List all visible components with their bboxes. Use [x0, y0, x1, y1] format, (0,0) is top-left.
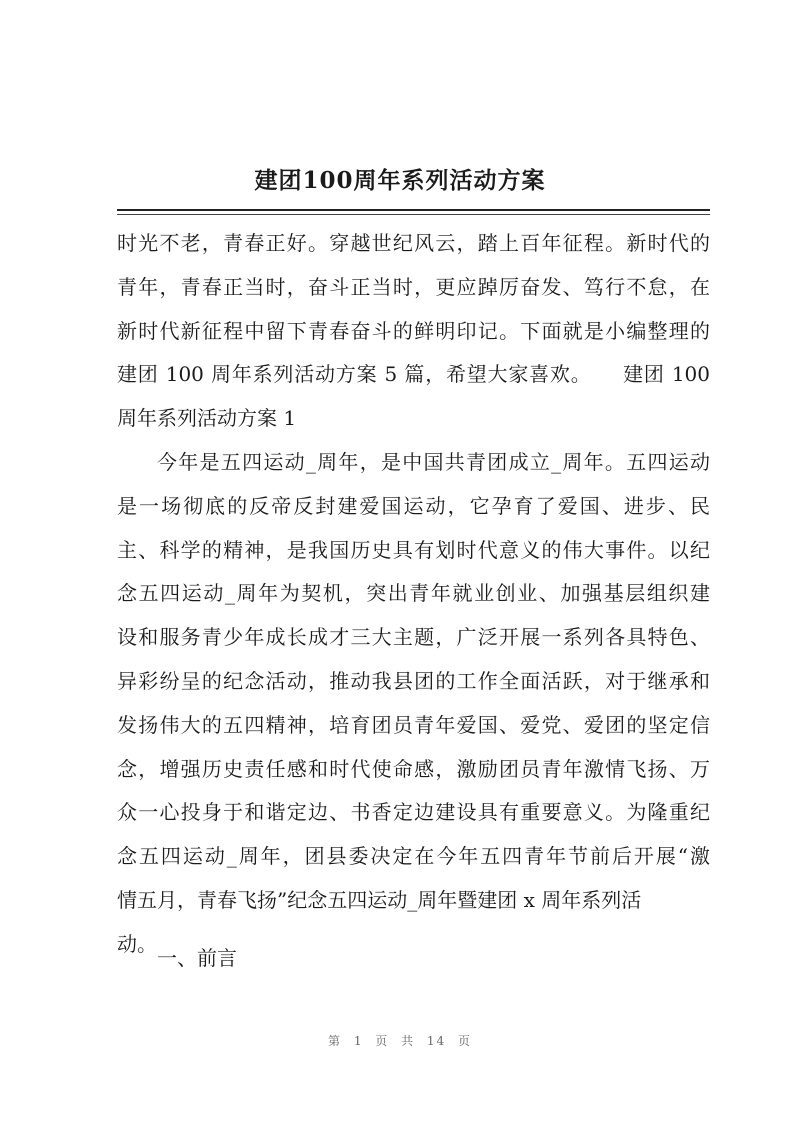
section-heading: 一、前言	[157, 946, 237, 970]
paragraph-line: 发扬伟大的五四精神，培育团员青年爱国、爱党、爱团的坚定信	[117, 712, 710, 737]
title-rule-thick	[117, 209, 710, 211]
intro-line: 时光不老，青春正好。穿越世纪风云，踏上百年征程。新时代的	[117, 231, 710, 255]
paragraph-line: 动。	[117, 931, 157, 956]
paragraph-line: 情五月，青春飞扬”纪念五四运动_周年暨建团 x 周年系列活	[117, 887, 642, 912]
page-footer: 第 1 页 共 14 页	[328, 1034, 472, 1048]
intro-line: 新时代新征程中留下青春奋斗的鲜明印记。下面就是小编整理的	[117, 318, 710, 343]
document-title: 建团100周年系列活动方案	[254, 167, 546, 194]
paragraph-line: 是一场彻底的反帝反封建爱国运动，它孕育了爱国、进步、民	[117, 493, 710, 518]
intro-line: 周年系列活动方案 1	[117, 406, 297, 431]
paragraph-line: 念五四运动_周年为契机，突出青年就业创业、加强基层组织建	[117, 581, 710, 606]
intro-line: 建团 100 周年系列活动方案 5 篇，希望大家喜欢。 建团 100	[117, 362, 710, 387]
paragraph-line: 念，增强历史责任感和时代使命感，激励团员青年激情飞扬、万	[117, 756, 710, 781]
paragraph-line: 设和服务青少年成长成才三大主题，广泛开展一系列各具特色、	[117, 625, 710, 650]
paragraph-line: 主、科学的精神，是我国历史具有划时代意义的伟大事件。以纪	[117, 537, 710, 562]
intro-line: 青年，青春正当时，奋斗正当时，更应踔厉奋发、笃行不怠，在	[117, 274, 710, 299]
paragraph-line: 今年是五四运动_周年，是中国共青团成立_周年。五四运动	[157, 449, 710, 474]
title-rule-thin	[117, 214, 710, 215]
paragraph-line: 众一心投身于和谐定边、书香定边建设具有重要意义。为隆重纪	[117, 800, 710, 825]
paragraph-line: 异彩纷呈的纪念活动，推动我县团的工作全面活跃，对于继承和	[117, 668, 710, 693]
document-body	[117, 222, 710, 967]
paragraph-line: 念五四运动_周年，团县委决定在今年五四青年节前后开展“激	[117, 844, 710, 869]
